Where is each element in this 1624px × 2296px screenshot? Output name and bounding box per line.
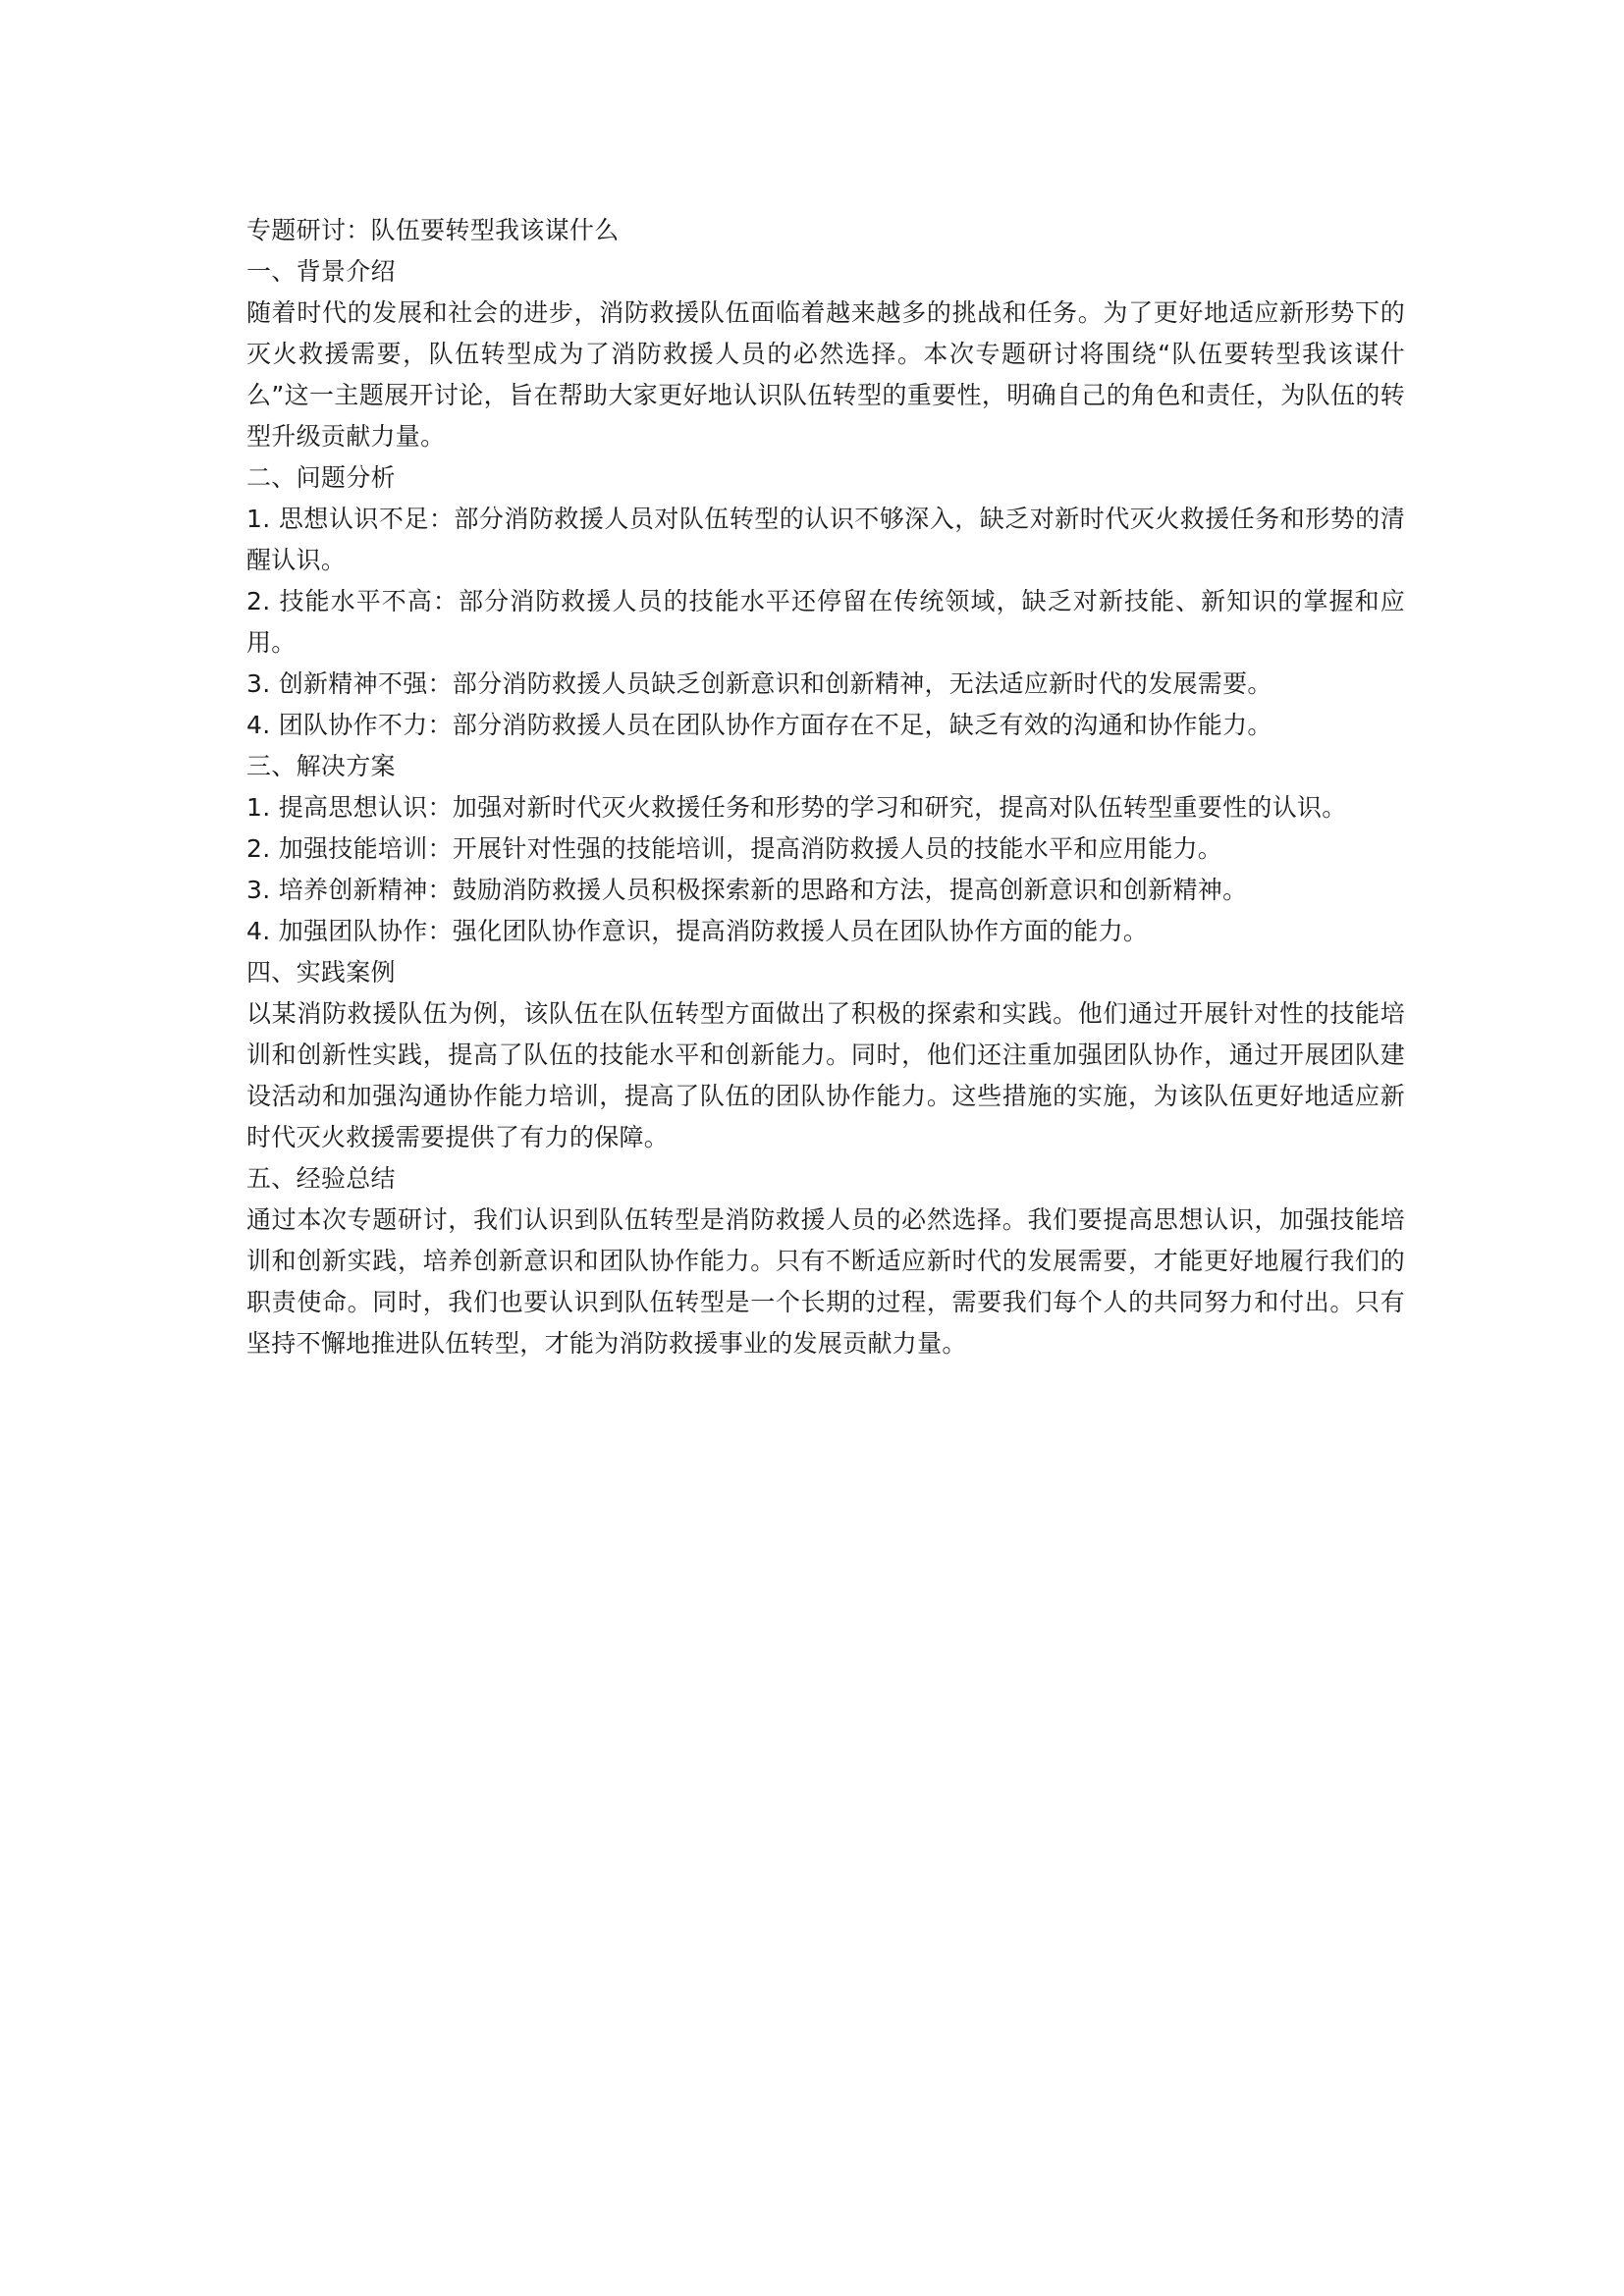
section-heading-summary: 五、经验总结	[246, 1164, 396, 1193]
paragraph-background: 随着时代的发展和社会的进步，消防救援队伍面临着越来越多的挑战和任务。为了更好地适应新形势下的灭火救援需要，队伍转型成为了消防救援人员的必然选择。本次专题研讨将围绕“队伍要转型我该谋什么”这一主题展开讨论，旨在帮助大家更好地认识队伍转型的重要性，明确自己的角色和责任，为队伍的转型升级贡献力量。	[246, 298, 1405, 451]
document-title: 专题研讨：队伍要转型我该谋什么	[246, 216, 620, 244]
list-item-problem-2: 2. 技能水平不高：部分消防救援人员的技能水平还停留在传统领域，缺乏对新技能、新知识的掌握和应用。	[246, 587, 1405, 657]
section-heading-case: 四、实践案例	[246, 958, 396, 987]
paragraph-summary: 通过本次专题研讨，我们认识到队伍转型是消防救援人员的必然选择。我们要提高思想认识，加强技能培训和创新实践，培养创新意识和团队协作能力。只有不断适应新时代的发展需要，才能更好地履行我们的职责使命。同时，我们也要认识到队伍转型是一个长期的过程，需要我们每个人的共同努力和付出。只有坚持不懈地推进队伍转型，才能为消防救援事业的发展贡献力量。	[246, 1205, 1405, 1358]
document-body	[246, 210, 1405, 1364]
list-item-problem-3: 3. 创新精神不强：部分消防救援人员缺乏创新意识和创新精神，无法适应新时代的发展需要。	[246, 669, 1272, 698]
paragraph-case: 以某消防救援队伍为例，该队伍在队伍转型方面做出了积极的探索和实践。他们通过开展针对性的技能培训和创新性实践，提高了队伍的技能水平和创新能力。同时，他们还注重加强团队协作，通过开展团队建设活动和加强沟通协作能力培训，提高了队伍的团队协作能力。这些措施的实施，为该队伍更好地适应新时代灭火救援需要提供了有力的保障。	[246, 999, 1405, 1151]
list-item-solution-1: 1. 提高思想认识：加强对新时代灭火救援任务和形势的学习和研究，提高对队伍转型重要性的认识。	[246, 793, 1347, 822]
list-item-solution-3: 3. 培养创新精神：鼓励消防救援人员积极探索新的思路和方法，提高创新意识和创新精神。	[246, 876, 1248, 904]
list-item-solution-2: 2. 加强技能培训：开展针对性强的技能培训，提高消防救援人员的技能水平和应用能力。	[246, 834, 1223, 863]
list-item-problem-4: 4. 团队协作不力：部分消防救援人员在团队协作方面存在不足，缺乏有效的沟通和协作能力。	[246, 711, 1272, 739]
section-heading-background: 一、背景介绍	[246, 257, 396, 286]
section-heading-solutions: 三、解决方案	[246, 752, 396, 780]
list-item-problem-1: 1. 思想认识不足：部分消防救援人员对队伍转型的认识不够深入，缺乏对新时代灭火救援任务和形势的清醒认识。	[246, 505, 1405, 574]
section-heading-problems: 二、问题分析	[246, 463, 396, 492]
list-item-solution-4: 4. 加强团队协作：强化团队协作意识，提高消防救援人员在团队协作方面的能力。	[246, 917, 1149, 945]
